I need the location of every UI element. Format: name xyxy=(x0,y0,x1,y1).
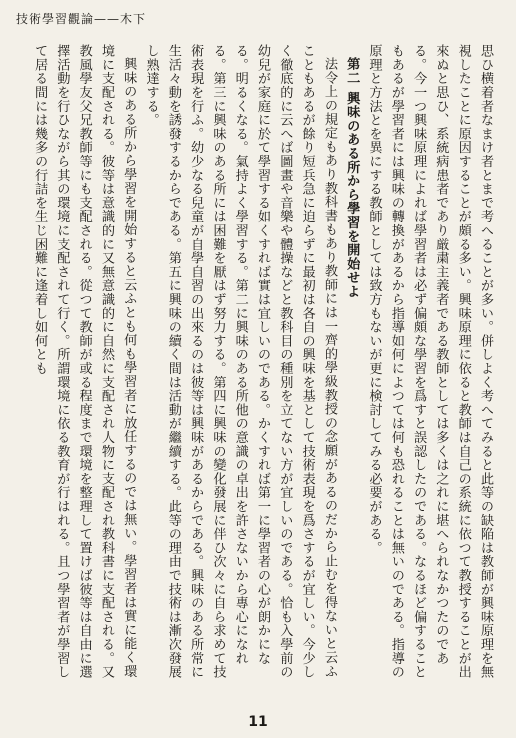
vertical-text-body xyxy=(16,44,496,684)
page-number: 11 xyxy=(248,714,268,730)
section-title: 興味のある所から學習を開始せよ xyxy=(344,91,360,299)
section-heading xyxy=(340,44,362,684)
section-number: 第二 xyxy=(344,57,360,85)
paragraph: 思ひ横着者なまけ者とまで考へることが多い。併しよく考へてみると此等の缺陥は教師が興味原理を無視したことに原因することが頗る多い。興味原理に依ると教師は自己の系統に依つて教授することが出來ぬと思ひ、系統病患者であり厳粛主義者である教師としては多くは之れに堪へられなかつたのである。今一つ興味原理によれば學習者は必ず偏頗な學習を爲すと誤認したのである。なるほど偏することもあるが學習者には興味の轉換があるから指導如何によつては何も恐れることは無いのである。指導の原理と方法とを異にする教師としては致方もないが更に検討してみる必要がある。 xyxy=(366,44,493,679)
running-head: 技術學習觀論——木下 xyxy=(16,12,147,26)
paragraph: 興味のある所から學習を開始すると云ふとも何も學習者に放任するのでは無い。學習者は實に能く環境に支配される。彼等は意識的に又無意識的に自然に支配され人物に支配され教科書に支配される。又教風學友父兄教師等にも支配される。從つて教師が或る程度まで環境を整理して置けば彼等は自由に選擇活動を行ひながら其の環境に支配されて行く。所謂環境に依る教育が行はれる。且つ學習者が學習して居る間には幾多の行詰を生じ困難に逢着し如何とも xyxy=(32,44,137,679)
section-body: 法令上の規定もあり教科書もあり教師には一齊的學級教授の念願があるのだから止むを得ないと云ふこともあるが餘り短兵急に迫らずに最初は各自の興味を基として技術表現を爲さするが宜しい。今少しく徹底的に云へば圖畫や音樂や體操などと教科目の種別を立てない方が宜しいのである。恰も入學前の幼兒が家庭に於て學習する如くすれば實は宜しいのである。かくすれば第一に學習者の心が朗かになる。明るくなる。氣持よく學習する。第二に興味のある所他の意識の卓出を許さないから專心になれる。第三に興味のある所には困難を厭はず努力する。第四に興味の變化發展に伴ひ次々に自ら求めて技術表現を行ふ。幼少なる兒童が自學自習の出來るのは彼等は興味があるからである。興味のある所常に生活々動を誘發するからである。第五に興味の續く間は活動が繼續する。此等の理由で技術は漸次發展し熟達する。 xyxy=(143,44,337,679)
